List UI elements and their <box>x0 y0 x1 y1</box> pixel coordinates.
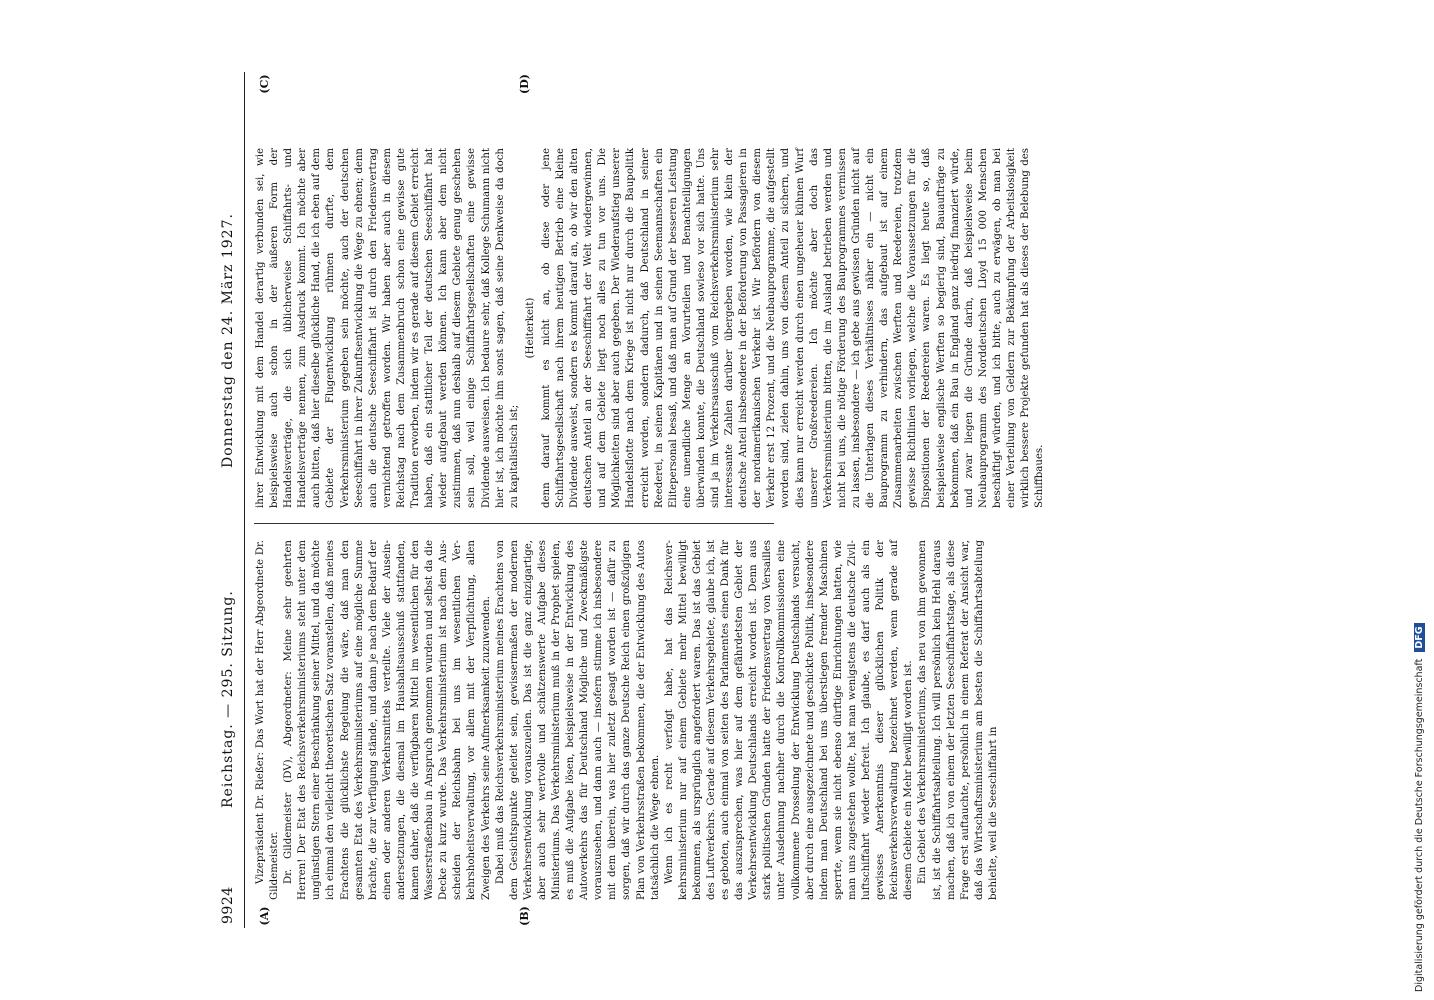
digitization-credit <box>1410 8 1430 992</box>
session-title: Reichstag. — 295. Sitzung. <box>220 590 236 808</box>
margin-marker-c: (C) <box>258 74 271 94</box>
left-text-column <box>254 540 999 900</box>
margin-marker-d: (D) <box>518 74 531 94</box>
page-number: 9924 <box>220 886 236 924</box>
column-divider <box>254 523 774 524</box>
right-text-column <box>254 148 1046 508</box>
rotated-document-page <box>218 72 1046 928</box>
header-rule <box>244 72 245 928</box>
margin-marker-b: (B) <box>518 906 531 926</box>
paragraph: Wenn ich es recht verfolgt habe, hat das Reichsverkehrsministerium nur auf einem Gebiete mehr Mittel bewilligt bekommen, als ursprünglich angefordert waren. Das ist das Gebiet des Luftverkehrs. Gerade auf diesem Verkehrsgebiete, glaube ich, ist es geboten, auch einmal von seiten des Parlamentes einen Dank für das auszusprechen, was hier auf dem gefährdetsten Gebiet der Verkehrsentwicklung Deutschlands erreicht worden ist. Denn aus stark politischen Gründen hatte der Friedensvertrag von Versailles unter Ausdehnung nachher durch die Kontrollkommissionen eine vollkommene Drosselung der Entwicklung Deutschlands versucht, aber durch eine ausgezeichnete und geschickte Politik, insbesondere indem man Deutschland bei uns überstiegen fremder Maschinen sperrte, wenn sie nicht ebenso dürftige Einrichtungen hatten, wie man uns zugestehen wollte, hat man wenigstens die deutsche Zivilluftschiffahrt wieder befreit. Ich glaube, es darf auch als ein gewisses Anerkenntnis dieser glücklichen Politik der Reichsverkehrsverwaltung bezeichnet werden, wenn gerade auf diesem Gebiete ein Mehr bewilligt worden ist. <box>663 540 915 900</box>
credit-text: Digitalisierung gefördert durch die Deutsche Forschungsgemeinschaft <box>1414 658 1425 992</box>
session-date: Donnerstag den 24. März 1927. <box>220 213 236 468</box>
paragraph: Dabei muß das Reichsverkehrsministerium meines Erachtens von dem Gesichtspunkte geleitet sein, gewissermaßen der modernen Verkehrsentwicklung vorauszueilen. Das ist die ganz einzigartige, aber auch sehr wertvolle und schätzenswerte Aufgabe dieses Ministeriums. Das Verkehrsministerium muß in der Prophet spielen, es muß die Aufgabe lösen, beispielsweise in der Entwicklung des Autoverkehrs das für Deutschland Mögliche und Zweckmäßigste vorauszusehen, und dann auch — insofern stimme ich insbesondere mit dem überein, was hier zuletzt gesagt worden ist — dafür zu sorgen, daß wir durch das ganze Deutsche Reich einen großzügigen Plan von Verkehrsstraßen bekommen, die der Entwicklung des Autos tatsächlich die Wege ebnen. <box>494 540 661 900</box>
paragraph: ihrer Entwicklung mit dem Handel derartig verbunden sei, wie beispielsweise auch schon in der äußeren Form der Handelsverträge, die sich üblicherweise Schiffahrts- und Handelsverträge nennen, zum Ausdruck kommt. Ich möchte aber auch bitten, daß hier dieselbe glückliche Hand, die ich eben auf dem Gebiete der Flugentwicklung rühmen durfte, dem Verkehrsministerium gegeben sein möchte, auch der deutschen Seeschiffahrt in ihrer Zukunftsentwicklung die Wege zu ebnen; denn auch die deutsche Seeschiffahrt ist durch den Friedensvertrag vernichtend getroffen worden. Wir haben aber auch in diesem Reichstag nach dem Zusammenbruch schon eine gewisse gute Tradition erworben, indem wir es gerade auf diesem Gebiet erreicht haben, daß ein stattlicher Teil der deutschen Seeschiffahrt hat wieder aufgebaut werden können. Ich kann aber dem nicht zustimmen, daß nun deshalb auf diesem Gebiete genug geschehen sein soll, weil einige Schiffahrtsgesellschaften eine gewisse Dividende ausweisen. Ich bedaure sehr, daß Kollege Schumann nicht hier ist, ich möchte ihm sonst sagen, daß seine Denkweise da doch zu kapitalistisch ist; <box>255 148 520 508</box>
page-header <box>218 72 244 928</box>
paragraph: Dr. Gildemeister (DV), Abgeordneter: Meine sehr geehrten Herren! Der Etat des Reichsverkehrsministeriums steht unter dem ungünstigen Stern einer Beschränkung seiner Mittel, und da möchte ich einmal den vielleicht theoretischen Satz voranstellen, daß meines Erachtens die glücklichste Regelung die wäre, daß man den gesamten Etat des Verkehrsministeriums auf eine mögliche Summe brächte, die zur Verfügung stände, und dann je nach dem Bedarf der einen oder anderen Verkehrsmittels verteilte. Viele der Auseinandersetzungen, die diesmal im Haushaltsausschuß stattfanden, kamen daher, daß die verfügbaren Mittel im wesentlichen für den Wasserstraßenbau in Anspruch genommen wurden und selbst da die Decke zu kurz wurde. Das Verkehrsministerium ist nach dem Ausscheiden der Reichsbahn bei uns im wesentlichen Verkehrshoheitsverwaltung, vor allem mit der Verpflichtung, allen Zweigen des Verkehrs seine Aufmerksamkeit zuzuwenden. <box>283 540 492 900</box>
paragraph: denn darauf kommt es nicht an, ob diese oder jene Schiffahrtsgesellschaft nach ihrem heutigen Betrieb eine kleine Dividende ausweist, sondern es kommt darauf an, ob wir den alten deutschen Anteil an der Seeschifffahrt der Welt wiedergewinnen, und auf dem Gebiete liegt noch alles zu tun vor uns. Die Möglichkeiten sind aber auch gegeben. Der Wiederaufstieg unserer Handelsflotte nach dem Kriege ist nicht nur durch die Baupolitik erreicht worden, sondern dadurch, daß Deutschland in seiner Reederei, in seinen Kapitänen und in seinen Seemannschaften ein Elitepersonal besaß, und daß man auf Grund der besseren Leistung eine unendliche Menge an Vorurteilen und Benachteiligungen überwinden konnte, die Deutschland sowieso vor sich hatte. Uns sind ja im Verkehrsausschuß vom Reichsverkehrsministerium sehr interessante Zahlen darüber übergeben worden, wie klein der deutsche Anteil insbesondere in der Beförderung von Passagieren in der nordamerikanischen Verkehr ist. Wir befördern von diesem Verkehr erst 12 Prozent, und die Neubauprogramme, die aufgestellt worden sind, zielen dahin, uns von diesem Anteil zu sichern, und dies kann nur erreicht werden durch einen ungeheuer kühnen Wurf unserer Großreedereien. Ich möchte aber doch das Verkehrsministerium bitten, die im Ausland betrieben werden und nicht bei uns, die nötige Förderung des Bauprogrammes vermissen zu lassen, insbesondere — ich gebe aus gewissen Gründen nicht auf die Unterlagen dieses Verhältnisses näher ein — nicht ein Bauprogramm zu verhindern, das aufgebaut ist auf einem Zusammenarbeiten zwischen Werften und Reedereien, trotzdem gewisse Richtlinien vorliegen, welche die Voraussetzungen für die Dispositionen der Reedereien waren. Es liegt heute so, daß beispielsweise englische Werften so begierig sind, Bauaufträge zu bekommen, daß ein Bau in England ganz niedrig finanziert würde, und zwar liegen die Gründe darin, daß beispielsweise beim Neubauprogramm des Norddeutschen Lloyd 15 000 Menschen beschäftigt würden, und ich bitte, auch zu erwägen, ob man bei einer Verteilung von Geldern zur Bekämpfung der Arbeitslosigkeit wirklich bessere Projekte gefunden hat als dieses der Belebung des Schiffbaues. <box>540 148 1046 508</box>
paragraph: Vizepräsident Dr. Rießer: Das Wort hat der Herr Abgeordnete Dr. Gildemeister. <box>255 540 281 900</box>
paragraph: Ein Gebiet des Verkehrsministeriums, das neu von ihm gewonnen ist, ist die Schiffahrtsabteilung. Ich will persönlich kein Hehl daraus machen, daß ich von einem der letzten Seeschiffahrtstage, als diese Frage erst auftauchte, persönlich in einem Referat der Ansicht war, daß das Wirtschaftsministerium am besten die Schiffahrtsabteilung behielte, weil die Seeschiffahrt in <box>917 540 999 900</box>
laughter-note: (Heiterkeit) <box>524 297 536 359</box>
dfg-logo: DFG <box>1414 623 1425 651</box>
margin-marker-a: (A) <box>258 906 271 926</box>
